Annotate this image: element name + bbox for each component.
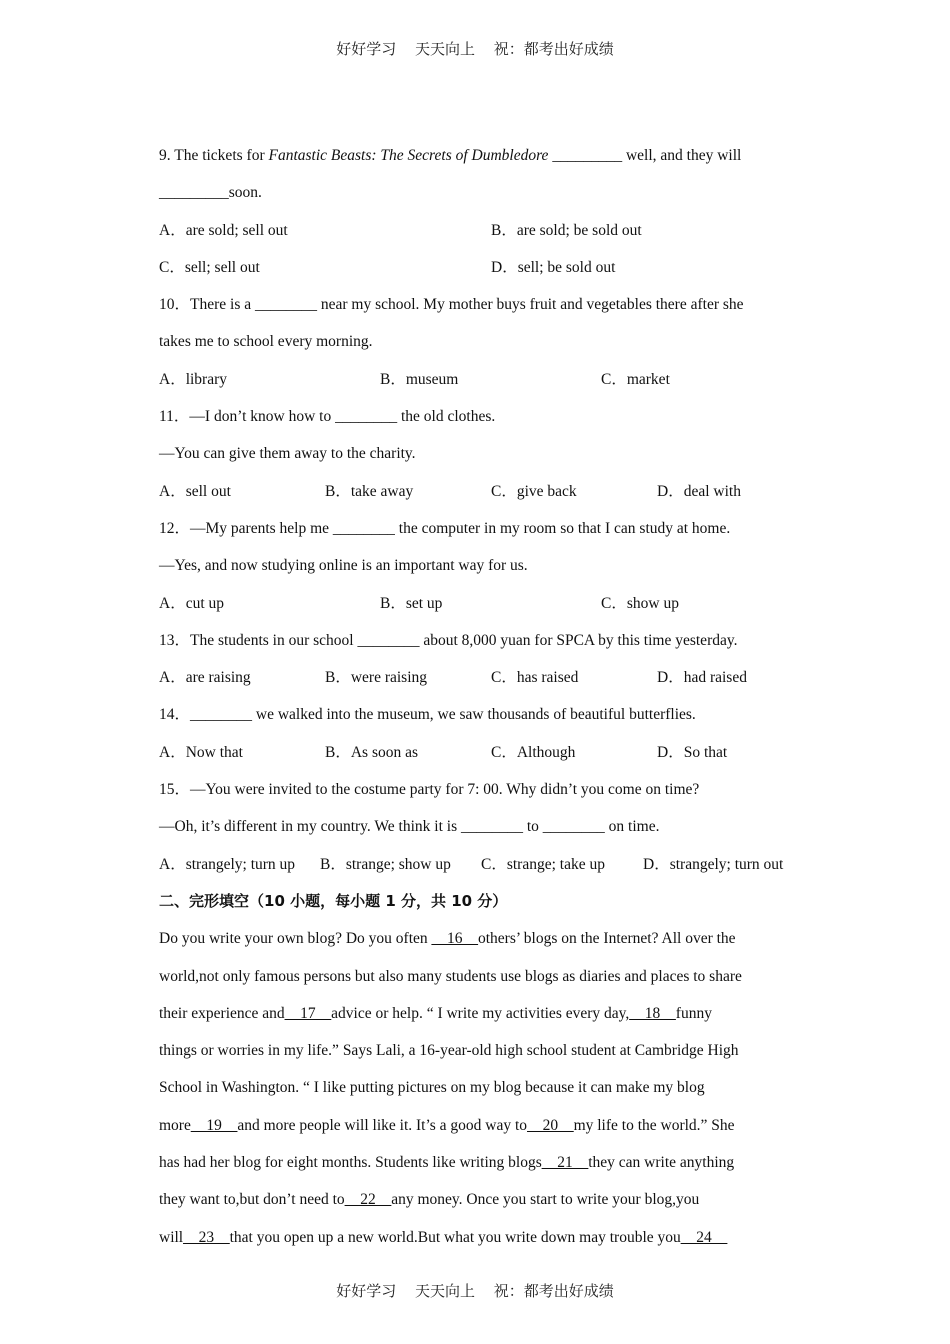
question-9-stem-2: _________soon. (159, 184, 262, 202)
question-12-stem-2: —Yes, and now studying online is an important way for us. (159, 557, 528, 575)
document-body (159, 137, 795, 1256)
blank-22: __22__ (344, 1191, 392, 1209)
header-motto-3: 祝：都考出好成绩 (493, 40, 614, 58)
option-b: B．take away (325, 482, 414, 500)
question-13-options (159, 659, 795, 696)
footer-motto-2: 天天向上 (414, 1282, 475, 1300)
option-d: D．So that (657, 743, 728, 761)
blank-21: __21__ (541, 1154, 589, 1172)
question-14-options (159, 734, 795, 771)
footer-motto-1: 好好学习 (336, 1282, 397, 1300)
option-c: C．strange; take up (481, 855, 605, 873)
blank-19: __19__ (190, 1116, 238, 1134)
cloze-line-1: Do you write your own blog? Do you often __16__others’ blogs on the Internet? All over the (159, 930, 736, 948)
option-d: D．deal with (657, 482, 741, 500)
option-d: D．had raised (657, 669, 747, 687)
header-motto-2: 天天向上 (414, 40, 475, 58)
question-9-options-row-1 (159, 212, 795, 249)
option-c: C．market (601, 370, 670, 388)
option-c: C．sell; sell out (159, 258, 260, 276)
cloze-line-2: world,not only famous persons but also many students use blogs as diaries and places to share (159, 967, 742, 985)
cloze-line-9: will__23__that you open up a new world.But what you write down may trouble you__24__ (159, 1228, 728, 1246)
option-b: B．As soon as (325, 743, 419, 761)
cloze-line-6: more__19__and more people will like it. It’s a good way to__20__my life to the world.” She (159, 1116, 735, 1134)
option-a: A．are raising (159, 669, 251, 687)
cloze-line-5: School in Washington. “ I like putting pictures on my blog because it can make my blog (159, 1079, 705, 1097)
option-c: C．give back (491, 482, 577, 500)
cloze-line-3: their experience and__17__advice or help. “ I write my activities every day,__18__funny (159, 1004, 712, 1022)
question-15-options (159, 846, 795, 883)
question-11-stem-2: —You can give them away to the charity. (159, 445, 416, 463)
cloze-line-4: things or worries in my life.” Says Lali, a 16-year-old high school student at Cambridge High (159, 1042, 739, 1060)
option-a: A．are sold; sell out (159, 221, 288, 239)
movie-title: Fantastic Beasts: The Secrets of Dumbledore (268, 147, 549, 164)
blank-24: __24__ (680, 1228, 728, 1246)
question-11-stem: 11．—I don’t know how to ________ the old clothes. (159, 408, 496, 426)
option-c: C．Although (491, 743, 576, 761)
question-10-stem: 10．There is a ________ near my school. My mother buys fruit and vegetables there after she (159, 296, 744, 314)
cloze-line-8: they want to,but don’t need to__22__any money. Once you start to write your blog,you (159, 1191, 700, 1209)
option-a: A．library (159, 370, 228, 388)
question-15-stem: 15．—You were invited to the costume party for 7: 00. Why didn’t you come on time? (159, 781, 700, 799)
question-13-stem: 13．The students in our school ________ about 8,000 yuan for SPCA by this time yesterday. (159, 631, 738, 649)
option-b: B．strange; show up (320, 855, 451, 873)
option-b: B．were raising (325, 669, 428, 687)
blank-23: __23__ (183, 1228, 230, 1246)
question-15-stem-2: —Oh, it’s different in my country. We think it is ________ to ________ on time. (159, 818, 660, 836)
header-motto-1: 好好学习 (336, 40, 397, 58)
footer-motto-3: 祝：都考出好成绩 (493, 1282, 614, 1300)
option-a: A．Now that (159, 743, 243, 761)
question-14-stem: 14．________ we walked into the museum, we saw thousands of beautiful butterflies. (159, 706, 696, 724)
page-header (0, 38, 950, 59)
option-a: A．sell out (159, 482, 231, 500)
question-9-options-row-2 (159, 249, 795, 286)
option-c: C．has raised (491, 669, 579, 687)
blank-20: __20__ (527, 1116, 574, 1134)
option-d: D．strangely; turn out (643, 855, 784, 873)
page-footer (0, 1280, 950, 1301)
question-10-stem-2: takes me to school every morning. (159, 333, 373, 351)
blank-17: __17__ (284, 1004, 332, 1022)
blank-18: __18__ (629, 1004, 676, 1022)
option-d: D．sell; be sold out (491, 258, 616, 276)
option-b: B．are sold; be sold out (491, 221, 642, 239)
option-b: B．museum (380, 370, 459, 388)
cloze-line-7: has had her blog for eight months. Students like writing blogs__21__they can write anything (159, 1154, 735, 1172)
question-10-options (159, 361, 795, 398)
option-a: A．strangely; turn up (159, 855, 296, 873)
blank-16: __16__ (431, 930, 478, 948)
section-2-title: 二、完形填空（10 小题，每小题 1 分，共 10 分） (159, 891, 508, 910)
question-12-options (159, 585, 795, 622)
option-a: A．cut up (159, 594, 225, 612)
question-12-stem: 12．—My parents help me ________ the computer in my room so that I can study at home. (159, 519, 731, 537)
question-9-stem: 9. The tickets for Fantastic Beasts: The Secrets of Dumbledore _________ well, and they will (159, 147, 742, 164)
option-c: C．show up (601, 594, 679, 612)
option-b: B．set up (380, 594, 443, 612)
question-11-options (159, 473, 795, 510)
